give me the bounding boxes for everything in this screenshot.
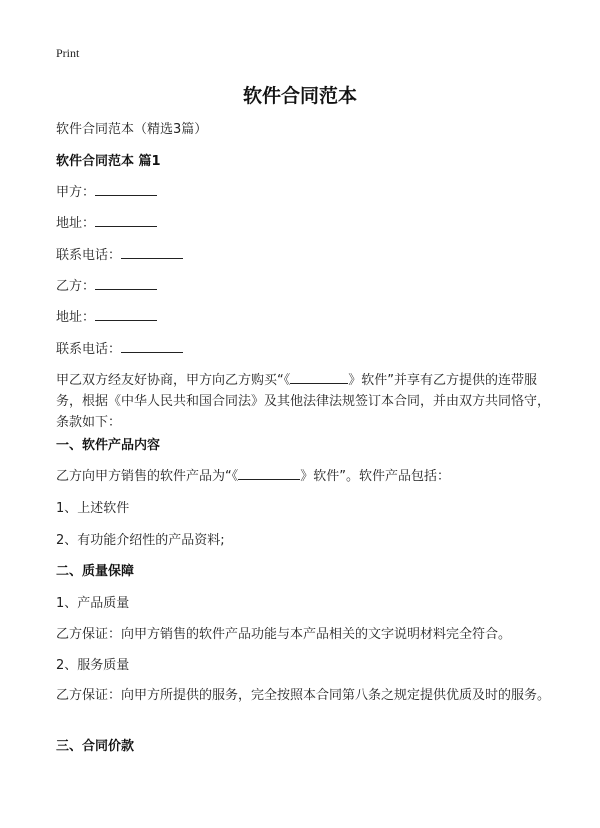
party-a-label: 甲方：: [56, 185, 96, 200]
phone-b-label: 联系电话：: [56, 342, 122, 357]
sub-1-text: 乙方保证：向甲方销售的软件产品功能与本产品相关的文字说明材料完全符合。: [56, 627, 512, 642]
section-1-text: [56, 467, 450, 486]
address-a-field: [56, 214, 157, 233]
party-b-field: [56, 277, 157, 296]
part-title: 软件合同范本 篇1: [56, 154, 161, 169]
document-subtitle: 软件合同范本（精选3篇）: [56, 122, 208, 137]
sub-2-text: 乙方保证：向甲方所提供的服务，完全按照本合同第八条之规定提供优质及时的服务。: [56, 688, 551, 703]
sub-1-title: 1、产品质量: [56, 596, 130, 611]
address-a-blank: [95, 214, 157, 227]
section-1-heading: 一、软件产品内容: [56, 438, 161, 453]
print-link[interactable]: Print: [56, 46, 80, 60]
item-2: 2、有功能介绍性的产品资料;: [56, 533, 225, 548]
item-1: 1、上述软件: [56, 501, 130, 516]
section-3-heading: 三、合同价款: [56, 739, 135, 754]
party-b-blank: [95, 277, 157, 290]
phone-a-field: [56, 246, 183, 265]
section-2-heading: 二、质量保障: [56, 564, 135, 579]
address-b-field: [56, 308, 157, 327]
address-b-label: 地址：: [56, 310, 96, 325]
address-a-label: 地址：: [56, 216, 96, 231]
product-name-blank: [238, 467, 300, 480]
party-a-blank: [95, 183, 157, 196]
party-b-label: 乙方：: [56, 279, 96, 294]
document-title: 软件合同范本: [242, 85, 357, 107]
software-name-blank: [290, 371, 348, 384]
section-1-text-end: 》软件”。软件产品包括：: [300, 469, 450, 484]
preamble-text-end: 》软件”并享有乙方提供的连带服务，根据《中华人民共和国合同法》及其他法律法规签订本合同，并由双方共同恪守，条款如下：: [56, 373, 551, 430]
phone-a-label: 联系电话：: [56, 248, 122, 263]
party-a-field: [56, 183, 157, 202]
preamble-text-start: 甲乙双方经友好协商，甲方向乙方购买“《: [56, 373, 291, 388]
phone-b-blank: [121, 340, 183, 353]
address-b-blank: [95, 308, 157, 321]
phone-b-field: [56, 340, 183, 359]
sub-2-title: 2、服务质量: [56, 658, 130, 673]
section-1-text-start: 乙方向甲方销售的软件产品为“《: [56, 469, 239, 484]
phone-a-blank: [121, 246, 183, 259]
preamble-paragraph: [56, 370, 552, 433]
